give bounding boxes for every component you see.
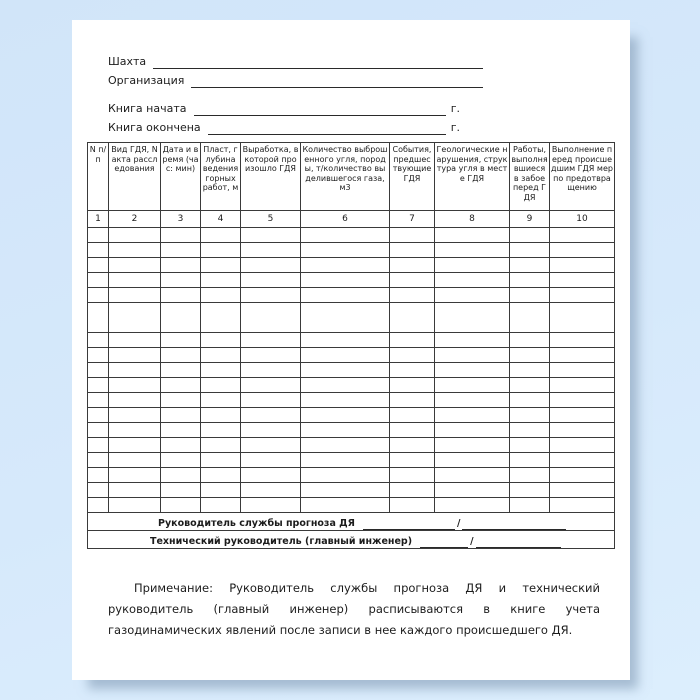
empty-cell [88, 348, 109, 363]
book-finished-fill-line [208, 122, 446, 135]
column-header-7: События, предшествующие ГДЯ [390, 143, 435, 211]
empty-cell [161, 498, 201, 513]
empty-cell [390, 243, 435, 258]
empty-cell [109, 243, 161, 258]
table-row [88, 498, 615, 513]
column-header-2: Вид ГДЯ, N акта расследования [109, 143, 161, 211]
empty-cell [109, 483, 161, 498]
empty-cell [550, 408, 615, 423]
empty-cell [201, 348, 241, 363]
empty-cell [241, 483, 301, 498]
empty-cell [88, 243, 109, 258]
empty-cell [510, 333, 550, 348]
empty-cell [435, 498, 510, 513]
empty-cell [550, 273, 615, 288]
empty-cell [241, 348, 301, 363]
empty-cell [201, 468, 241, 483]
table-row [88, 258, 615, 273]
empty-cell [390, 273, 435, 288]
column-header-10: Выполнение перед происшедшим ГДЯ мер по предотвращению [550, 143, 615, 211]
empty-cell [161, 348, 201, 363]
signature-row-1 [88, 513, 615, 531]
empty-cell [390, 438, 435, 453]
field-row-book-started [108, 97, 460, 116]
signature-cell [88, 531, 615, 549]
empty-cell [390, 498, 435, 513]
empty-cell [88, 468, 109, 483]
empty-cell [201, 228, 241, 243]
empty-cell [390, 408, 435, 423]
signature-label: Руководитель службы прогноза ДЯ [158, 518, 355, 529]
book-started-fill-line [194, 103, 446, 116]
signature-row-2 [88, 531, 615, 549]
empty-cell [88, 303, 109, 333]
empty-cell [301, 468, 390, 483]
empty-cell [301, 243, 390, 258]
empty-cell [301, 423, 390, 438]
empty-cell [88, 378, 109, 393]
empty-cell [301, 498, 390, 513]
empty-cell [550, 363, 615, 378]
book-started-label: Книга начата [108, 102, 187, 115]
empty-cell [435, 228, 510, 243]
empty-cell [510, 288, 550, 303]
empty-cell [550, 288, 615, 303]
empty-cell [201, 498, 241, 513]
empty-cell [201, 378, 241, 393]
empty-cell [301, 393, 390, 408]
signature-fill-line [420, 539, 468, 548]
empty-cell [435, 363, 510, 378]
empty-cell [241, 258, 301, 273]
empty-cell [510, 273, 550, 288]
table-row [88, 243, 615, 258]
empty-cell [241, 393, 301, 408]
empty-cell [510, 423, 550, 438]
empty-cell [301, 438, 390, 453]
empty-cell [88, 288, 109, 303]
organization-fill-line [191, 75, 483, 88]
empty-cell [109, 273, 161, 288]
empty-cell [301, 408, 390, 423]
empty-cell [510, 393, 550, 408]
empty-cell [161, 378, 201, 393]
empty-cell [201, 258, 241, 273]
empty-cell [510, 228, 550, 243]
empty-cell [241, 288, 301, 303]
empty-cell [435, 303, 510, 333]
empty-cell [510, 363, 550, 378]
empty-cell [161, 408, 201, 423]
empty-cell [550, 423, 615, 438]
table-row [88, 468, 615, 483]
empty-cell [301, 378, 390, 393]
column-headers-row [88, 143, 615, 211]
empty-cell [550, 378, 615, 393]
field-row-organization [108, 69, 483, 88]
empty-cell [390, 453, 435, 468]
empty-cell [109, 333, 161, 348]
column-number-7: 7 [390, 211, 435, 228]
empty-cell [109, 378, 161, 393]
empty-cell [109, 438, 161, 453]
empty-cell [161, 303, 201, 333]
empty-cell [510, 243, 550, 258]
mine-fill-line [153, 56, 483, 69]
empty-cell [241, 363, 301, 378]
header-fields [108, 50, 483, 135]
empty-cell [88, 423, 109, 438]
empty-cell [510, 408, 550, 423]
empty-cell [550, 333, 615, 348]
column-number-2: 2 [109, 211, 161, 228]
empty-cell [201, 483, 241, 498]
column-number-8: 8 [435, 211, 510, 228]
column-number-6: 6 [301, 211, 390, 228]
empty-cell [109, 288, 161, 303]
empty-cell [88, 408, 109, 423]
empty-cell [201, 273, 241, 288]
column-header-6: Количество выброшенного угля, породы, т/количество выделившегося газа, м3 [301, 143, 390, 211]
table-row [88, 228, 615, 243]
empty-cell [390, 303, 435, 333]
empty-cell [550, 453, 615, 468]
empty-cell [435, 243, 510, 258]
empty-cell [161, 468, 201, 483]
signature-cell [88, 513, 615, 531]
empty-cell [161, 423, 201, 438]
empty-cell [201, 303, 241, 333]
empty-cell [301, 483, 390, 498]
empty-cell [550, 243, 615, 258]
empty-cell [510, 483, 550, 498]
empty-cell [435, 348, 510, 363]
empty-cell [435, 408, 510, 423]
empty-cell [435, 273, 510, 288]
column-header-4: Пласт, глубина ведения горных работ, м [201, 143, 241, 211]
table-row [88, 483, 615, 498]
table-row [88, 333, 615, 348]
empty-cell [390, 423, 435, 438]
empty-cell [241, 468, 301, 483]
empty-cell [161, 483, 201, 498]
empty-cell [201, 243, 241, 258]
empty-cell [88, 273, 109, 288]
empty-cell [390, 468, 435, 483]
empty-cell [241, 273, 301, 288]
empty-cell [390, 258, 435, 273]
column-number-5: 5 [241, 211, 301, 228]
column-numbers-row [88, 211, 615, 228]
column-header-3: Дата и время (час: мин) [161, 143, 201, 211]
empty-cell [435, 378, 510, 393]
empty-cell [241, 303, 301, 333]
empty-cell [435, 483, 510, 498]
name-fill-line [476, 539, 561, 548]
empty-cell [88, 393, 109, 408]
book-started-suffix: г. [450, 102, 460, 115]
empty-cell [201, 423, 241, 438]
empty-cell [510, 303, 550, 333]
empty-cell [88, 228, 109, 243]
column-header-1: N п/п [88, 143, 109, 211]
empty-cell [161, 288, 201, 303]
book-finished-suffix: г. [450, 121, 460, 134]
empty-cell [161, 453, 201, 468]
column-number-1: 1 [88, 211, 109, 228]
empty-cell [390, 363, 435, 378]
table-row [88, 393, 615, 408]
empty-cell [550, 228, 615, 243]
empty-cell [390, 228, 435, 243]
signature-separator: / [470, 536, 474, 547]
empty-cell [301, 228, 390, 243]
empty-cell [201, 438, 241, 453]
empty-cell [109, 423, 161, 438]
column-number-10: 10 [550, 211, 615, 228]
column-header-9: Работы, выполнявшиеся в забое перед ГДЯ [510, 143, 550, 211]
empty-cell [88, 363, 109, 378]
empty-cell [435, 258, 510, 273]
empty-cell [241, 228, 301, 243]
table-row [88, 453, 615, 468]
field-row-mine [108, 50, 483, 69]
empty-cell [435, 423, 510, 438]
empty-cell [241, 333, 301, 348]
empty-cell [390, 378, 435, 393]
empty-cell [390, 348, 435, 363]
empty-cell [390, 333, 435, 348]
empty-cell [109, 468, 161, 483]
empty-cell [109, 498, 161, 513]
empty-cell [109, 303, 161, 333]
empty-cell [161, 258, 201, 273]
empty-cell [241, 408, 301, 423]
empty-cell [435, 468, 510, 483]
empty-cell [241, 243, 301, 258]
empty-cell [435, 438, 510, 453]
column-header-5: Выработка, в которой произошло ГДЯ [241, 143, 301, 211]
empty-cell [88, 438, 109, 453]
empty-cell [301, 333, 390, 348]
empty-cell [301, 363, 390, 378]
signature-label: Технический руководитель (главный инженер) [150, 536, 413, 547]
empty-cell [161, 273, 201, 288]
empty-cell [241, 438, 301, 453]
empty-cell [109, 348, 161, 363]
name-fill-line [462, 521, 566, 530]
empty-cell [550, 303, 615, 333]
empty-cell [550, 483, 615, 498]
document-page [72, 20, 630, 680]
empty-cell [510, 378, 550, 393]
empty-cell [88, 453, 109, 468]
empty-cell [241, 378, 301, 393]
empty-cell [201, 453, 241, 468]
empty-cell [510, 453, 550, 468]
empty-cell [161, 438, 201, 453]
empty-cell [201, 363, 241, 378]
empty-cell [241, 423, 301, 438]
organization-label: Организация [108, 74, 185, 87]
empty-cell [510, 348, 550, 363]
empty-cell [301, 273, 390, 288]
empty-cell [88, 258, 109, 273]
empty-cell [88, 333, 109, 348]
empty-cell [550, 258, 615, 273]
table-row [88, 303, 615, 333]
empty-cell [510, 468, 550, 483]
empty-cell [301, 453, 390, 468]
table-row [88, 438, 615, 453]
empty-cell [109, 393, 161, 408]
empty-cell [390, 393, 435, 408]
empty-cell [161, 363, 201, 378]
empty-cell [550, 498, 615, 513]
empty-cell [161, 228, 201, 243]
empty-cell [550, 468, 615, 483]
empty-cell [201, 408, 241, 423]
empty-cell [550, 393, 615, 408]
field-row-book-finished [108, 116, 460, 135]
empty-cell [161, 393, 201, 408]
empty-cell [510, 498, 550, 513]
empty-cell [201, 333, 241, 348]
empty-cell [550, 348, 615, 363]
empty-cell [390, 288, 435, 303]
empty-cell [510, 438, 550, 453]
table-row [88, 363, 615, 378]
signature-separator: / [456, 518, 461, 529]
empty-cell [109, 228, 161, 243]
mine-label: Шахта [108, 55, 147, 68]
gdy-register-table [87, 142, 615, 549]
empty-cell [301, 258, 390, 273]
empty-cell [161, 333, 201, 348]
table-row [88, 408, 615, 423]
empty-cell [109, 258, 161, 273]
table-row [88, 423, 615, 438]
empty-cell [241, 498, 301, 513]
table-row [88, 288, 615, 303]
empty-cell [301, 303, 390, 333]
empty-cell [301, 288, 390, 303]
table-row [88, 348, 615, 363]
empty-cell [88, 483, 109, 498]
table-row [88, 378, 615, 393]
column-header-8: Геологические нарушения, структура угля в месте ГДЯ [435, 143, 510, 211]
column-number-4: 4 [201, 211, 241, 228]
empty-cell [161, 243, 201, 258]
empty-cell [550, 438, 615, 453]
column-number-3: 3 [161, 211, 201, 228]
empty-cell [241, 453, 301, 468]
empty-cell [510, 258, 550, 273]
empty-cell [109, 453, 161, 468]
empty-cell [201, 288, 241, 303]
empty-cell [201, 393, 241, 408]
empty-cell [109, 408, 161, 423]
empty-cell [435, 453, 510, 468]
column-number-9: 9 [510, 211, 550, 228]
signature-fill-line [363, 521, 455, 530]
book-finished-label: Книга окончена [108, 121, 201, 134]
empty-cell [88, 498, 109, 513]
note-text: Примечание: Руководитель службы прогноза ДЯ и технический руководитель (главный инженер) расписываются в книге учета газодинамических явлений после записи в нее каждого происшедшего ДЯ. [108, 581, 600, 637]
empty-cell [390, 483, 435, 498]
table-row [88, 273, 615, 288]
empty-cell [301, 348, 390, 363]
empty-cell [435, 288, 510, 303]
empty-cell [109, 363, 161, 378]
empty-cell [435, 393, 510, 408]
empty-cell [435, 333, 510, 348]
